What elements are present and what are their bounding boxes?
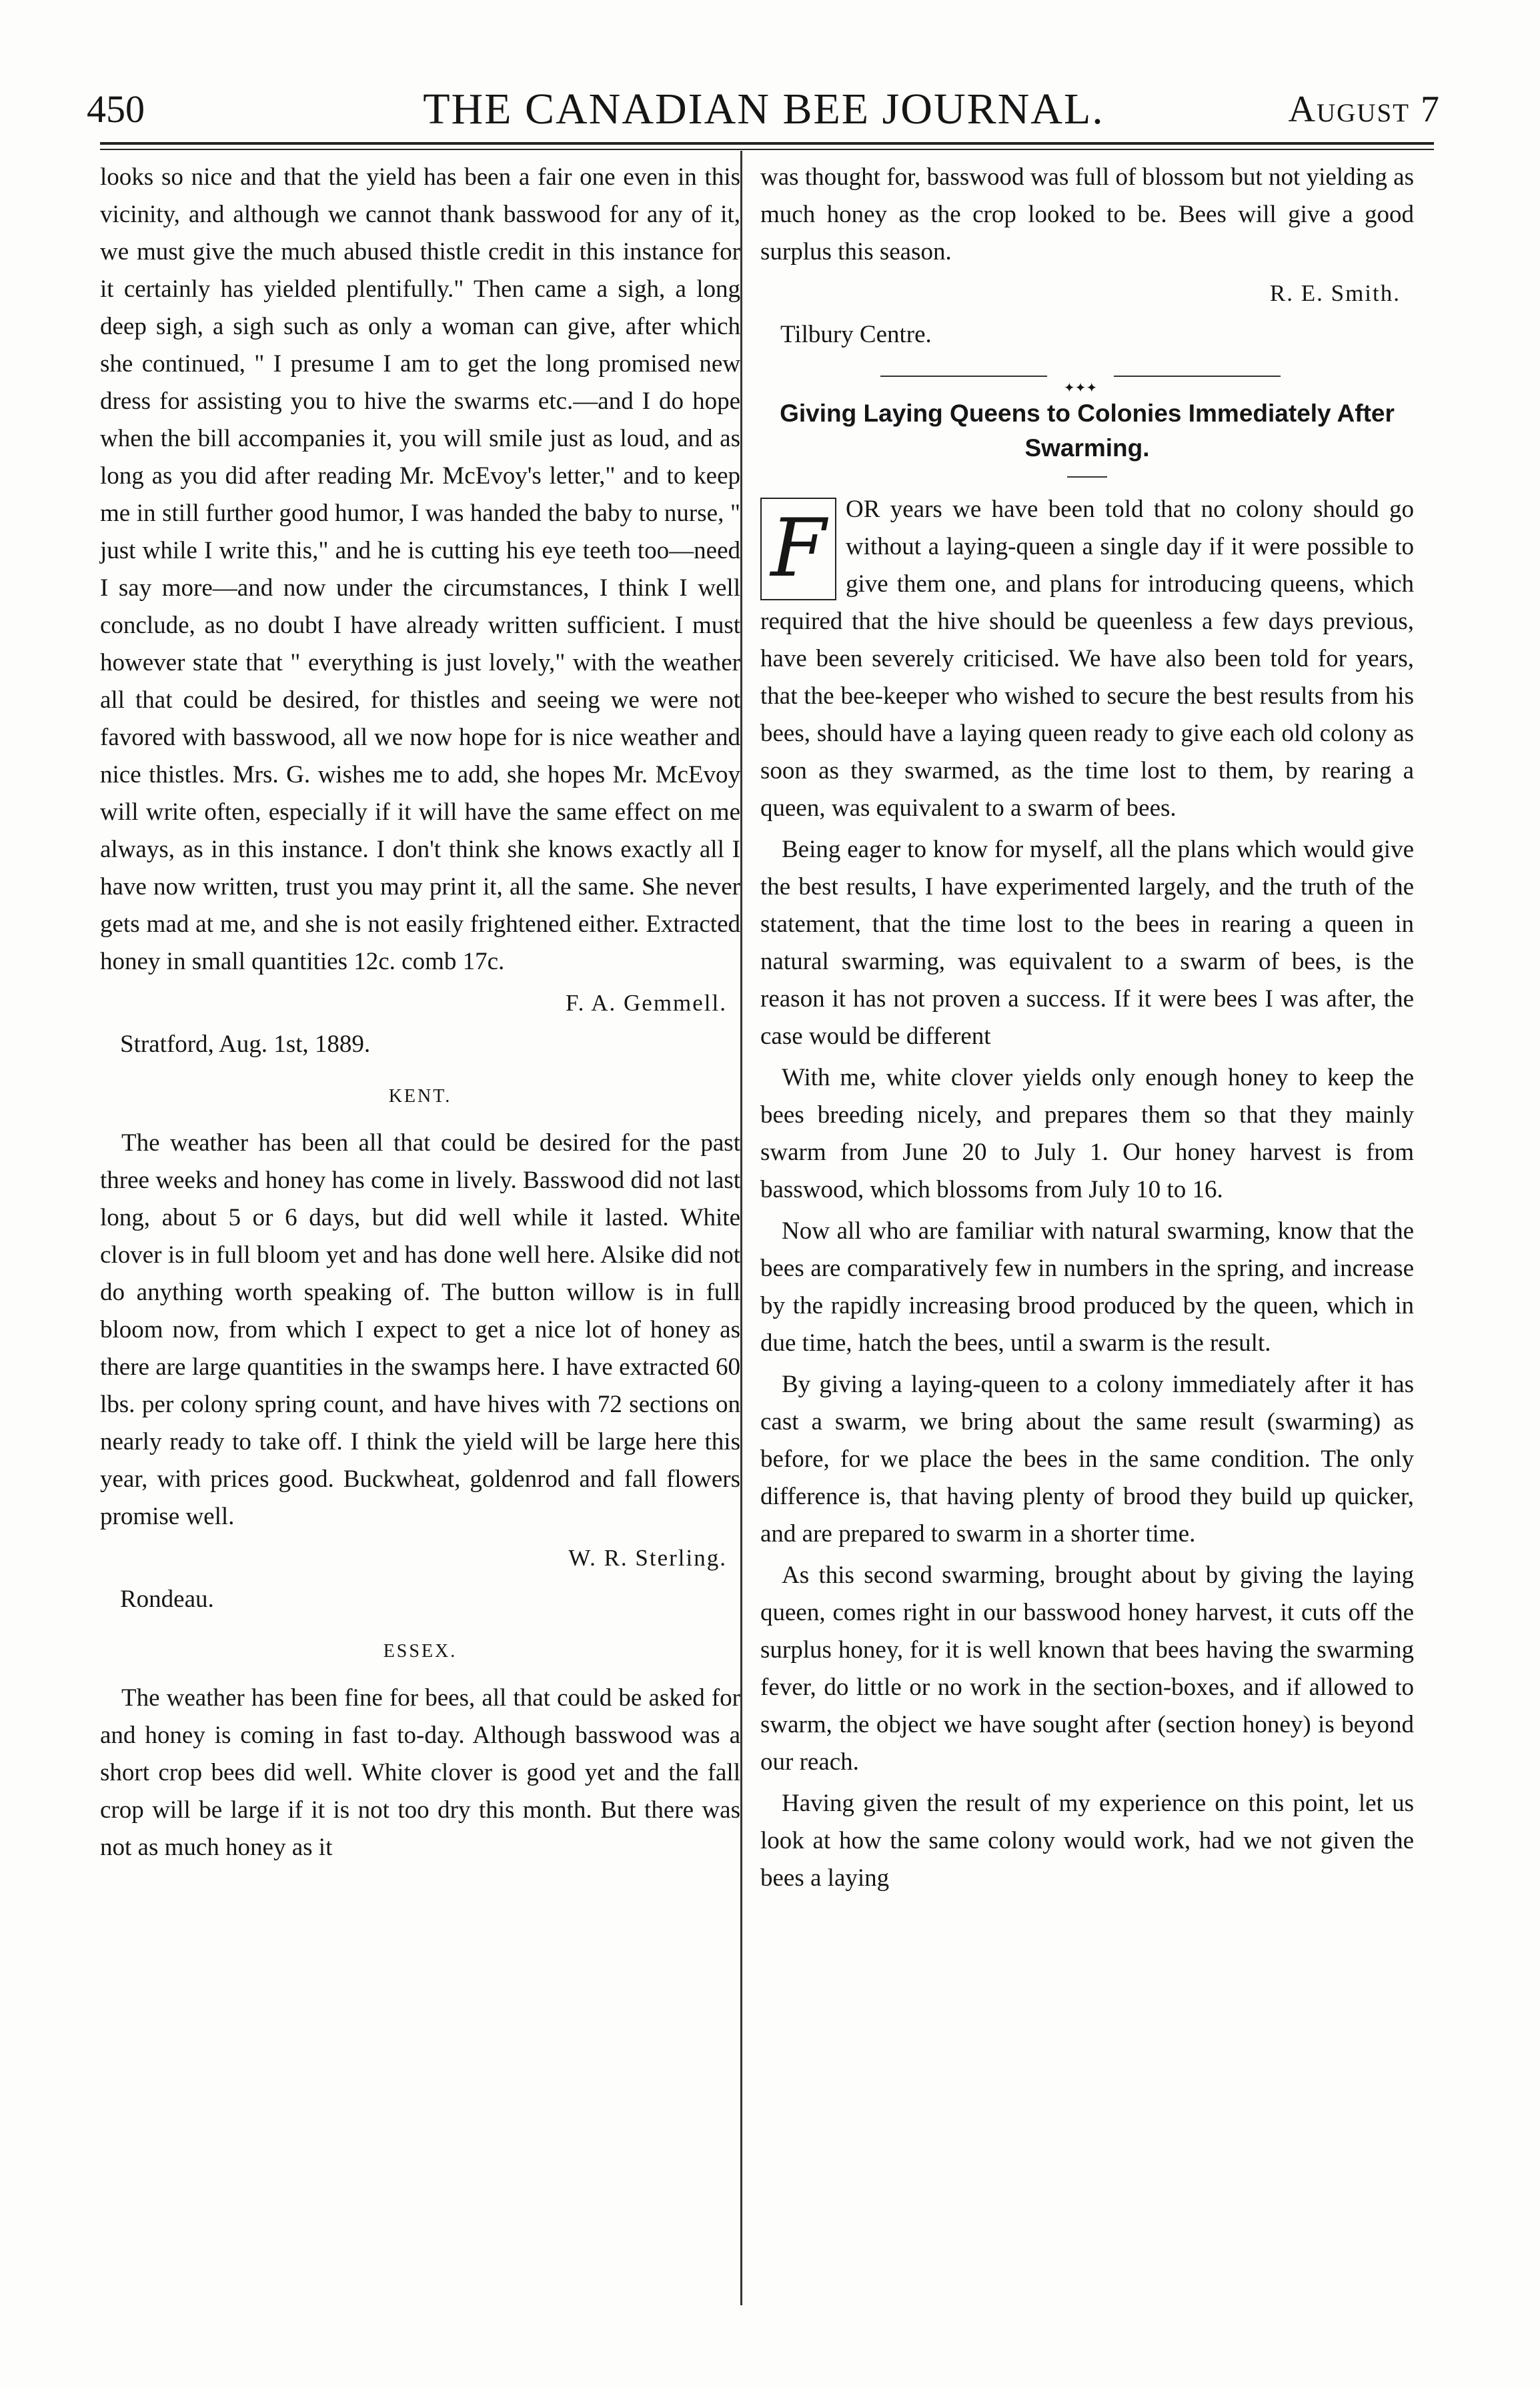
article-paragraph-1: OR years we have been told that no colony should go without a laying-queen a single day if it were possible to give them one, and plans for introducing queens, which required that the hive should be queenless a few days previous, have been severely criticised. We have also been told for years, that the bee-keeper who wished to secure the best results from his bees, should have a laying queen ready to give each old colony as soon as they swarmed, as the time lost to them, by rearing a queen, was equivalent to a swarm of bees.	[760, 496, 1414, 822]
header-rule-thick	[100, 142, 1434, 145]
dateline-stratford: Stratford, Aug. 1st, 1889.	[120, 1031, 371, 1058]
header-rule-thin	[100, 149, 1434, 150]
section-heading-essex: ESSEX.	[383, 1641, 458, 1662]
letter-continuation: looks so nice and that the yield has been a fair one even in this vicinity, and although we cannot thank basswood for any of it, we must give the much abused thistle credit in this instance for it certainly has yielded plentifully." Then came a sigh, a long deep sigh, a sigh such as only a woman can give, after which she continued, " I presume I am to get the long promised new dress for assisting you to hive the swarms etc.—and I do hope when the bill accompanies it, you will smile just as loud, and as long as you did after reading Mr. McEvoy's letter," and to keep me in still further good humor, I was handed the baby to nurse, " just while I write this," and he is cutting his eye teeth too—need I say more—and now under the circumstances, I think I well conclude, as no doubt I have already written sufficient. I must however state that " everything is just lovely," with the weather all that could be desired, for thistles and seeing we were not favored with basswood, all we now hope for is nice weather and nice thistles. Mrs. G. wishes me to add, she hopes Mr. McEvoy will write often, especially if it will have the same effect on me always, as in this instance. I don't think she knows exactly all I have now written, trust you may print it, all the same. She never gets mad at me, and she is not easily frightened either. Extracted honey in small quantities 12c. comb 17c.	[100, 163, 740, 975]
page-header	[87, 64, 1441, 137]
right-column	[760, 159, 1414, 1901]
article-opening	[760, 491, 1414, 827]
article-paragraph-2: Being eager to know for myself, all the plans which would give the best results, I have experimented largely, and the truth of the statement, that the time lost to the bees in rearing a queen in natural swarming, was equivalent to a swarm of bees, is the reason it has not proven a success. If it were bees I was after, the case would be different	[760, 836, 1414, 1050]
article-paragraph-4: Now all who are familiar with natural swarming, know that the bees are comparatively few in numbers in the spring, and increase by the rapidly increasing brood produced by the queen, which in due time, hatch the bees, until a swarm is the result.	[760, 1217, 1414, 1357]
ornament-flourish-icon: ✦✦✦	[1047, 370, 1114, 383]
article-paragraph-7: Having given the result of my experience on this point, let us look at how the same colony would work, had we not given the bees a laying	[760, 1790, 1414, 1892]
signature-gemmell: F. A. Gemmell.	[566, 990, 727, 1016]
title-dash	[1067, 476, 1107, 478]
dateline-tilbury: Tilbury Centre.	[780, 321, 932, 348]
article-paragraph-3: With me, white clover yields only enough honey to keep the bees breeding nicely, and prepares them so that they mainly swarm from June 20 to July 1. Our honey harvest is from basswood, which blossoms from July 10 to 16.	[760, 1064, 1414, 1203]
kent-report: The weather has been all that could be desired for the past three weeks and honey has come in lively. Basswood did not last long, about 5 or 6 days, but did well while it lasted. White clover is in full bloom yet and has done well here. Alsike did not do anything worth speaking of. The button willow is in full bloom now, from which I expect to get a nice lot of honey as there are large quantities in the swamps here. I have extracted 60 lbs. per colony spring count, and have hives with 72 sections on nearly ready to take off. I think the yield will be large here this year, with prices good. Buckwheat, goldenrod and fall flowers promise well.	[100, 1129, 740, 1530]
article-title: Giving Laying Queens to Colonies Immediately After Swarming.	[780, 400, 1395, 462]
signature-sterling: W. R. Sterling.	[568, 1545, 727, 1571]
essex-report-continued: was thought for, basswood was full of blossom but not yielding as much honey as the crop looked to be. Bees will give a good surplus this season.	[760, 163, 1414, 265]
article-paragraph-6: As this second swarming, brought about by giving the laying queen, comes right in our basswood honey harvest, it cuts off the surplus honey, for it is well known that bees having the swarming fever, do little or no work in the section-boxes, and if allowed to swarm, the object we have sought after (section honey) is beyond our reach.	[760, 1562, 1414, 1776]
journal-title: THE CANADIAN BEE JOURNAL.	[423, 85, 1104, 133]
section-ornament	[760, 370, 1414, 396]
section-heading-kent: KENT.	[388, 1086, 452, 1107]
page-number: 450	[87, 87, 145, 131]
dateline-rondeau: Rondeau.	[120, 1586, 214, 1613]
issue-date: August 7	[1288, 89, 1441, 130]
left-column	[100, 159, 740, 1870]
signature-smith: R. E. Smith.	[1269, 280, 1401, 306]
column-divider	[740, 151, 742, 2305]
essex-report: The weather has been fine for bees, all that could be asked for and honey is coming in fast to-day. Although basswood was a short crop bees did well. White clover is good yet and the fall crop will be large if it is not too dry this month. But there was not as much honey as it	[100, 1684, 740, 1861]
drop-cap-letter: F	[760, 498, 836, 600]
article-paragraph-5: By giving a laying-queen to a colony immediately after it has cast a swarm, we bring about the same result (swarming) as before, for we place the bees in the same condition. The only difference is, that having plenty of brood they build up quicker, and are prepared to swarm in a shorter time.	[760, 1371, 1414, 1548]
